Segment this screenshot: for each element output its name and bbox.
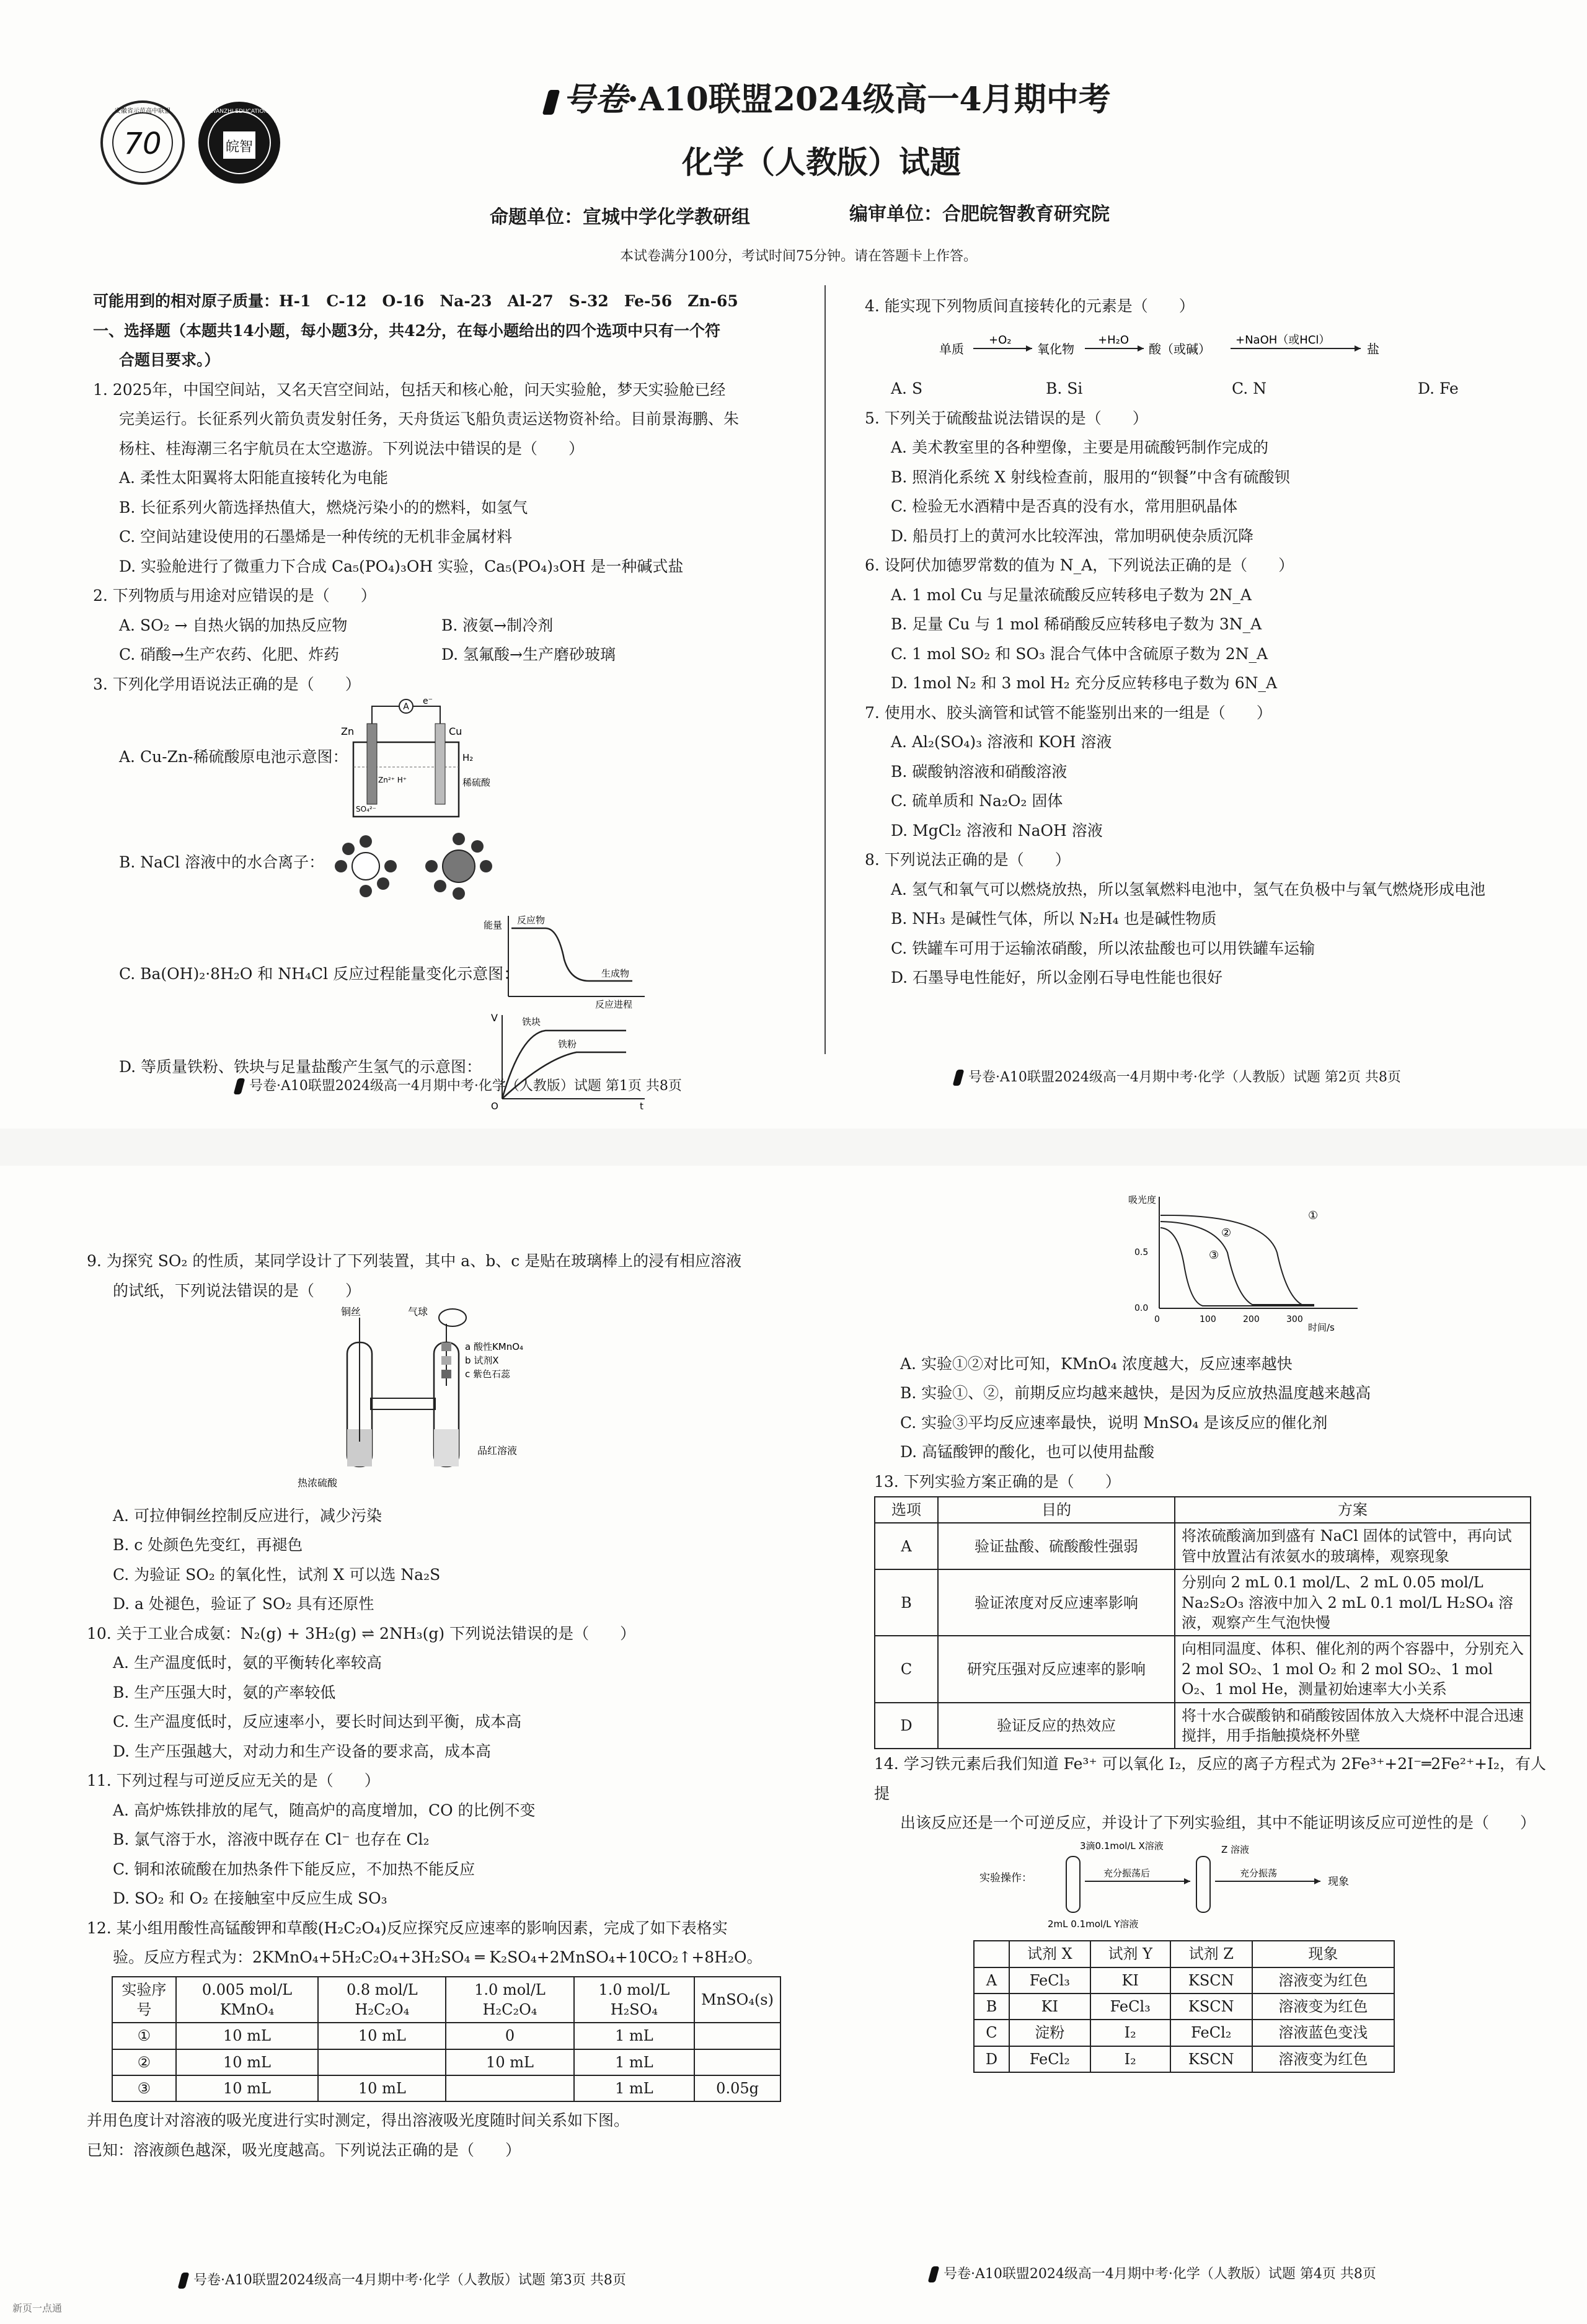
paper-b-label: b 试剂X xyxy=(465,1355,499,1366)
table-cell: A xyxy=(875,1523,938,1569)
q11-option-a: A. 高炉炼铁排放的尾气，随高炉的高度增加，CO 的比例不变 xyxy=(113,1801,536,1819)
table-cell: KI xyxy=(1090,1967,1170,1994)
table-cell: 1 mL xyxy=(574,2023,695,2049)
question-5 xyxy=(865,404,1547,551)
question-3 xyxy=(93,670,806,1115)
brand-mark-icon xyxy=(953,1070,965,1086)
q13-stem: 13. 下列实验方案正确的是（ ） xyxy=(874,1472,1121,1491)
table-cell: ② xyxy=(112,2049,176,2075)
table-cell: 1 mL xyxy=(574,2075,695,2101)
table-cell: KSCN xyxy=(1170,1994,1252,2020)
q1-option-b: B. 长征系列火箭选择热值大，燃烧污染小的的燃料，如氢气 xyxy=(119,498,528,517)
y-tick: 0.0 xyxy=(1134,1303,1149,1313)
x-tick: 300 xyxy=(1286,1315,1303,1324)
table-cell: 0.05g xyxy=(694,2075,780,2101)
q7-option-b: B. 碳酸钠溶液和硝酸溶液 xyxy=(891,762,1068,781)
balloon-label: 气球 xyxy=(408,1306,428,1318)
q12-option-a: A. 实验①②对比可知，KMnO₄ 浓度越大，反应速率越快 xyxy=(900,1354,1293,1373)
table-header: 0.8 mol/L H₂C₂O₄ xyxy=(318,1977,446,2023)
q12-option-d: D. 高锰酸钾的酸化，也可以使用盐酸 xyxy=(900,1443,1155,1461)
q3-option-d: D. 等质量铁粉、铁块与足量盐酸产生氢气的示意图： xyxy=(119,1058,482,1076)
section1-heading: 一、选择题（本题共14小题，每小题3分，共42分，在每小题给出的四个选项中只有一个符 xyxy=(93,321,720,340)
brand-mark-icon xyxy=(234,1078,245,1094)
volume-axis-label: V xyxy=(491,1012,498,1024)
table-header: 现象 xyxy=(1252,1941,1394,1967)
time-axis-label: 时间/s xyxy=(1308,1322,1335,1333)
question-10 xyxy=(87,1619,812,1767)
absorbance-axis-label: 吸光度 xyxy=(1128,1194,1157,1205)
q7-option-c: C. 硫单质和 Na₂O₂ 固体 xyxy=(891,792,1063,810)
column-divider xyxy=(824,285,826,1054)
q14-stem-2: 出该反应还是一个可逆反应，并设计了下列实验组，其中不能证明该反应可逆性的是（ ） xyxy=(900,1814,1536,1832)
brand-mark-icon xyxy=(178,2273,190,2289)
table-header: 试剂 Z xyxy=(1170,1941,1252,1967)
q1-stem-2: 完美运行。长征系列火箭负责发射任务，天舟货运飞船负责运送物资补给。目前景海鹏、朱 xyxy=(119,410,740,428)
table-cell: 验证浓度对反应速率影响 xyxy=(938,1569,1175,1636)
table-cell: 将浓硫酸滴加到盛有 NaCl 固体的试管中，再向试管中放置沾有浓氨水的玻璃棒，观察现象 xyxy=(1175,1523,1531,1569)
conversion-chain xyxy=(939,321,1497,365)
q3-d-row xyxy=(93,1009,806,1114)
q5-option-d: D. 船员打上的黄河水比较浑浊，常加明矾使杂质沉降 xyxy=(891,526,1254,545)
q4-option-a: A. S xyxy=(891,379,923,397)
table-cell: D xyxy=(974,2046,1009,2072)
sheet-pages-3-4 xyxy=(0,1166,1587,2324)
table-cell: 溶液蓝色变浅 xyxy=(1252,2020,1394,2046)
table-cell: 10 mL xyxy=(446,2049,573,2075)
table-row xyxy=(112,2049,780,2075)
table-cell: KSCN xyxy=(1170,2046,1252,2072)
table-row xyxy=(875,1636,1531,1702)
table-cell: 溶液变为红色 xyxy=(1252,1967,1394,1994)
q14-table xyxy=(973,1940,1395,2073)
energy-diagram xyxy=(477,910,663,1009)
table-cell: 10 mL xyxy=(318,2023,446,2049)
q12-option-c: C. 实验③平均反应速率最快，说明 MnSO₄ 是该反应的催化剂 xyxy=(900,1413,1328,1432)
q8-stem: 8. 下列说法正确的是（ ） xyxy=(865,851,1071,869)
q1-stem-3: 杨柱、桂海潮三名宇航员在太空遨游。下列说法中错误的是（ ） xyxy=(119,439,585,458)
wanzhi-logo xyxy=(196,99,283,186)
q4-option-c: C. N xyxy=(1232,379,1267,397)
q2-option-b: B. 液氨→制冷剂 xyxy=(441,616,554,634)
table-cell: D xyxy=(875,1703,938,1749)
page2-footer: 号卷·A10联盟2024级高一4月期中考·化学（人教版）试题 第2页 共8页 xyxy=(955,1067,1401,1086)
q3-stem: 3. 下列化学用语说法正确的是（ ） xyxy=(93,675,361,693)
hydrated-cation xyxy=(335,835,397,897)
table-header-row xyxy=(112,1977,780,2023)
table-cell: 10 mL xyxy=(318,2075,446,2101)
conc-acid-label: 热浓硫酸 xyxy=(298,1477,338,1489)
table-cell: I₂ xyxy=(1090,2020,1170,2046)
table-row xyxy=(112,2075,780,2101)
proposer: 命题单位：宣城中学化学教研组 xyxy=(490,206,750,228)
table-cell: C xyxy=(974,2020,1009,2046)
reagent-y-label: 2mL 0.1mol/L Y溶液 xyxy=(1048,1918,1139,1930)
q14-stem: 14. 学习铁元素后我们知道 Fe³⁺ 可以氧化 I₂，反应的离子方程式为 2Fe³⁺+2I⁻═2Fe²⁺+I₂，有人提 xyxy=(874,1755,1546,1803)
table-cell: 分别向 2 mL 0.1 mol/L、2 mL 0.05 mol/L Na₂S₂O₃ 溶液中加入 2 mL 0.1 mol/L H₂SO₄ 溶液，观察产生气泡快慢 xyxy=(1175,1569,1531,1636)
table-header: 试剂 Y xyxy=(1090,1941,1170,1967)
x-tick: 0 xyxy=(1154,1315,1160,1324)
table-cell: FeCl₃ xyxy=(1090,1994,1170,2020)
exam-title: 号卷·A10联盟2024级高一4月期中考 xyxy=(546,73,1111,120)
ammeter-label: A xyxy=(403,702,409,712)
atomic-masses: 可能用到的相对原子质量：H-1 C-12 O-16 Na-23 Al-27 S-32 Fe-56 Zn-65 xyxy=(93,292,738,310)
q3-a-row xyxy=(93,699,806,823)
energy-axis-label: 能量 xyxy=(484,920,503,931)
y-tick: 0.5 xyxy=(1134,1248,1149,1257)
chain-acid: 酸（或碱） xyxy=(1149,341,1211,357)
table-row xyxy=(974,1967,1394,1994)
question-14 xyxy=(874,1749,1556,2073)
chain-step-3: +NaOH（或HCl） xyxy=(1236,333,1330,347)
q3-option-a: A. Cu-Zn-稀硫酸原电池示意图： xyxy=(119,748,348,766)
q7-stem: 7. 使用水、胶头滴管和试管不能鉴别出来的一组是（ ） xyxy=(865,703,1272,722)
q9-option-c: C. 为验证 SO₂ 的氧化性，试剂 X 可以选 Na₂S xyxy=(113,1565,441,1584)
q5-stem: 5. 下列关于硫酸盐说法错误的是（ ） xyxy=(865,409,1148,427)
q1-option-c: C. 空间站建设使用的石墨烯是一种传统的无机非金属材料 xyxy=(119,528,513,546)
table-cell: FeCl₃ xyxy=(1009,1967,1090,1994)
q9-option-d: D. a 处褪色，验证了 SO₂ 具有还原性 xyxy=(113,1595,374,1613)
table-header xyxy=(974,1941,1009,1967)
table-cell: 0 xyxy=(446,2023,573,2049)
page4-column xyxy=(874,1191,1556,2073)
table-cell: FeCl₂ xyxy=(1009,2046,1090,2072)
table-row xyxy=(974,2046,1394,2072)
chain-step-1: +O₂ xyxy=(989,333,1012,347)
table-row xyxy=(875,1523,1531,1569)
q6-stem: 6. 设阿伏加德罗常数的值为 N_A，下列说法正确的是（ ） xyxy=(865,556,1294,574)
table-header: 1.0 mol/L H₂SO₄ xyxy=(574,1977,695,2023)
table-cell xyxy=(318,2049,446,2075)
experiment-operation-diagram xyxy=(979,1838,1475,1931)
q5-option-c: C. 检验无水酒精中是否真的没有水，常用胆矾晶体 xyxy=(891,497,1238,515)
question-9 xyxy=(87,1246,812,1619)
q10-option-c: C. 生产温度低时，反应速率小，要长时间达到平衡，成本高 xyxy=(113,1713,522,1731)
product-label: 生成物 xyxy=(601,968,630,979)
q4-stem: 4. 能实现下列物质间直接转化的元素是（ ） xyxy=(865,297,1195,315)
cu-label: Cu xyxy=(449,725,462,737)
galvanic-cell-diagram xyxy=(316,699,502,823)
page3-column xyxy=(87,1246,812,2165)
wanzhi-logo-badge: 皖智 xyxy=(225,140,254,155)
brand-mark-icon xyxy=(928,2266,940,2282)
table-header: 1.0 mol/L H₂C₂O₄ xyxy=(446,1977,573,2023)
table-row xyxy=(974,1994,1394,2020)
reviewer: 编审单位：合肥皖智教育研究院 xyxy=(849,203,1110,225)
zn-label: Zn xyxy=(341,725,355,737)
x-tick: 200 xyxy=(1243,1315,1260,1324)
so2-apparatus xyxy=(273,1305,620,1491)
q1-stem: 1. 2025年，中国空间站，又名天宫空间站，包括天和核心舱，问天实验舱，梦天实验舱已经 xyxy=(93,380,726,399)
table-row xyxy=(112,2023,780,2049)
table-header-row xyxy=(974,1941,1394,1967)
time-axis-label: t xyxy=(640,1101,643,1112)
q11-option-c: C. 铜和浓硫酸在加热条件下能反应，不加热不能反应 xyxy=(113,1860,475,1878)
table-row xyxy=(875,1703,1531,1749)
exam-subtitle: 化学（人教版）试题 xyxy=(682,144,961,180)
page1-column xyxy=(93,286,806,1114)
paper-a-label: a 酸性KMnO₄ xyxy=(465,1341,524,1352)
q11-option-b: B. 氯气溶于水，溶液中既存在 Cl⁻ 也存在 Cl₂ xyxy=(113,1830,430,1848)
table-header: 方案 xyxy=(1175,1497,1531,1523)
question-2 xyxy=(93,581,806,670)
q11-option-d: D. SO₂ 和 O₂ 在接触室中反应生成 SO₃ xyxy=(113,1889,387,1907)
table-cell: 验证盐酸、硫酸酸性强弱 xyxy=(938,1523,1175,1569)
reagent-x-label: 3滴0.1mol/L X溶液 xyxy=(1080,1840,1164,1852)
q9-stem: 9. 为探究 SO₂ 的性质，某同学设计了下列装置，其中 a、b、c 是贴在玻璃棒上的浸有相应溶液 xyxy=(87,1252,742,1270)
table-row xyxy=(974,2020,1394,2046)
q6-option-d: D. 1mol N₂ 和 3 mol H₂ 充分反应转移电子数为 6N_A xyxy=(891,674,1278,692)
table-cell xyxy=(694,2023,780,2049)
page4-footer: 号卷·A10联盟2024级高一4月期中考·化学（人教版）试题 第4页 共8页 xyxy=(930,2263,1376,2282)
acid-label: 稀硫酸 xyxy=(462,777,491,788)
chain-element: 单质 xyxy=(939,341,964,357)
q10-stem: 10. 关于工业合成氨：N₂(g) + 3H₂(g) ⇌ 2NH₃(g) 下列说法错误的是（ ） xyxy=(87,1624,636,1643)
q10-option-d: D. 生产压强越大，对动力和生产设备的要求高，成本高 xyxy=(113,1742,492,1760)
chain-oxide: 氧化物 xyxy=(1037,341,1074,357)
q11-stem: 11. 下列过程与可逆反应无关的是（ ） xyxy=(87,1772,380,1790)
ion-label: SO₄²⁻ xyxy=(356,805,377,814)
magenta-solution-label: 品红溶液 xyxy=(477,1445,518,1457)
table-cell: 研究压强对反应速率的影响 xyxy=(938,1636,1175,1702)
q8-option-a: A. 氢气和氧气可以燃烧放热，所以氢氧燃料电池中，氢气在负极中与氧气燃烧形成电池 xyxy=(891,880,1485,898)
reagent-z-label: Z 溶液 xyxy=(1221,1843,1250,1855)
table-cell: 10 mL xyxy=(176,2075,319,2101)
page2-column xyxy=(865,291,1547,993)
q3-c-row xyxy=(93,910,806,1009)
q2-option-d: D. 氢氟酸→生产磨砂玻璃 xyxy=(441,645,616,663)
question-12 xyxy=(87,1914,812,2165)
table-cell: 向相同温度、体积、催化剂的两个容器中，分别充入 2 mol SO₂、1 mol O₂ 和 2 mol SO₂、1 mol O₂、1 mol He，测量初始速率大小关系 xyxy=(1175,1636,1531,1702)
q1-option-a: A. 柔性太阳翼将太阳能直接转化为电能 xyxy=(119,469,388,487)
q2-option-c: C. 硝酸→生产农药、化肥、炸药 xyxy=(119,645,340,663)
table-cell: C xyxy=(875,1636,938,1702)
table-header: MnSO₄(s) xyxy=(694,1977,780,2023)
question-7 xyxy=(865,698,1547,846)
table-cell: 淀粉 xyxy=(1009,2020,1090,2046)
q10-option-b: B. 生产压强大时，氨的产率较低 xyxy=(113,1683,336,1701)
table-cell: ① xyxy=(112,2023,176,2049)
svg-text:70: 70 xyxy=(123,126,162,161)
q12-option-b: B. 实验①、②，前期反应均越来越快，是因为反应放热温度越来越高 xyxy=(900,1384,1371,1402)
rate-diagram xyxy=(477,1009,663,1114)
iron-block-label: 铁块 xyxy=(522,1016,541,1027)
chain-salt: 盐 xyxy=(1367,341,1379,357)
iron-powder-label: 铁粉 xyxy=(558,1039,577,1050)
exam-title-text: A10联盟2024级高一4月期中考 xyxy=(639,81,1111,118)
q4-option-b: B. Si xyxy=(1046,379,1083,397)
table-cell: 验证反应的热效应 xyxy=(938,1703,1175,1749)
q12-stem: 12. 某小组用酸性高锰酸钾和草酸(H₂C₂O₄)反应探究反应速率的影响因素，完成了如下表格实 xyxy=(87,1918,728,1937)
h2-label: H₂ xyxy=(462,752,474,763)
table-header-row xyxy=(875,1497,1531,1523)
q12-after-text: 并用色度计对溶液的吸光度进行实时测定，得出溶液吸光度随时间关系如下图。 xyxy=(87,2111,630,2130)
question-6 xyxy=(865,551,1547,698)
reactant-label: 反应物 xyxy=(517,915,546,926)
q2-stem: 2. 下列物质与用途对应错误的是（ ） xyxy=(93,587,376,605)
table-cell: FeCl₂ xyxy=(1170,2020,1252,2046)
curve-2-label: ② xyxy=(1221,1226,1232,1240)
q9-option-b: B. c 处颜色先变红，再褪色 xyxy=(113,1536,303,1554)
curve-1-label: ① xyxy=(1308,1209,1319,1222)
table-cell: 1 mL xyxy=(574,2049,695,2075)
section1-heading-cont: 合题目要求。） xyxy=(119,351,220,369)
curve-3-label: ③ xyxy=(1209,1249,1219,1262)
q8-option-d: D. 石墨导电性能好，所以金刚石导电性能也很好 xyxy=(891,969,1223,987)
brand-mark-icon xyxy=(542,90,560,115)
table-header: 试剂 X xyxy=(1009,1941,1090,1967)
page3-footer: 号卷·A10联盟2024级高一4月期中考·化学（人教版）试题 第3页 共8页 xyxy=(180,2269,626,2289)
q12-equation: 验。反应方程式为：2KMnO₄+5H₂C₂O₄+3H₂SO₄ ═ K₂SO₄+2MnSO₄+10CO₂↑+8H₂O。 xyxy=(113,1948,763,1966)
sheet-pages-1-2 xyxy=(0,0,1587,1129)
x-tick: 100 xyxy=(1200,1315,1216,1324)
table-cell: 10 mL xyxy=(176,2049,319,2075)
q5-option-b: B. 照消化系统 X 射线检查前，服用的“钡餐”中含有硫酸钡 xyxy=(891,468,1290,486)
ion-label-2: Zn²⁺ H⁺ xyxy=(378,776,407,784)
q13-table xyxy=(874,1496,1531,1749)
q1-option-d: D. 实验舱进行了微重力下合成 Ca₅(PO₄)₃OH 实验，Ca₅(PO₄)₃OH 是一种碱式盐 xyxy=(119,557,684,575)
table-cell: I₂ xyxy=(1090,2046,1170,2072)
table-cell: 溶液变为红色 xyxy=(1252,1994,1394,2020)
table-cell: A xyxy=(974,1967,1009,1994)
q12-table xyxy=(112,1976,781,2103)
question-11 xyxy=(87,1766,812,1914)
q6-option-c: C. 1 mol SO₂ 和 SO₃ 混合气体中含硫原子数为 2N_A xyxy=(891,644,1268,663)
question-4 xyxy=(865,291,1547,404)
q10-option-a: A. 生产温度低时，氨的平衡转化率较高 xyxy=(113,1654,382,1672)
q7-option-d: D. MgCl₂ 溶液和 NaOH 溶液 xyxy=(891,821,1103,840)
table-cell: KI xyxy=(1009,1994,1090,2020)
table-header: 选项 xyxy=(875,1497,938,1523)
absorbance-chart xyxy=(1122,1191,1382,1339)
q3-b-row xyxy=(93,823,806,910)
alliance-logo-text: 安徽省示范高中联盟 xyxy=(115,108,170,115)
shake-label-1: 充分振荡后 xyxy=(1103,1867,1151,1879)
table-cell: ③ xyxy=(112,2075,176,2101)
phenomenon-label: 现象 xyxy=(1328,1875,1349,1888)
table-cell: 将十水合碳酸钠和硝酸铵固体放入大烧杯中混合迅速搅拌，用手指触摸烧杯外壁 xyxy=(1175,1703,1531,1749)
table-cell xyxy=(694,2049,780,2075)
origin-label: O xyxy=(491,1101,498,1112)
table-cell xyxy=(446,2075,573,2101)
copper-wire-label: 铜丝 xyxy=(341,1306,361,1318)
alliance-logo xyxy=(99,99,186,186)
question-13 xyxy=(874,1467,1556,1750)
shake-label-2: 充分振荡 xyxy=(1240,1867,1278,1879)
q9-stem-2: 的试纸，下列说法错误的是（ ） xyxy=(113,1281,361,1300)
q9-option-a: A. 可拉伸铜丝控制反应进行，减少污染 xyxy=(113,1506,382,1525)
chain-step-2: +H₂O xyxy=(1098,333,1129,347)
q3-option-b: B. NaCl 溶液中的水合离子： xyxy=(119,853,325,871)
question-1 xyxy=(93,375,806,582)
q7-option-a: A. Al₂(SO₄)₃ 溶液和 KOH 溶液 xyxy=(891,733,1112,751)
q6-option-a: A. 1 mol Cu 与足量浓硫酸反应转移电子数为 2N_A xyxy=(891,585,1252,604)
page1-footer: 号卷·A10联盟2024级高一4月期中考·化学（人教版）试题 第1页 共8页 xyxy=(236,1075,682,1094)
table-cell: B xyxy=(875,1569,938,1636)
progress-axis-label: 反应进程 xyxy=(595,999,633,1009)
paper-c-label: c 紫色石蕊 xyxy=(465,1368,511,1380)
table-header: 目的 xyxy=(938,1497,1175,1523)
table-cell: 溶液变为红色 xyxy=(1252,2046,1394,2072)
q3-option-c: C. Ba(OH)₂·8H₂O 和 NH₄Cl 反应过程能量变化示意图： xyxy=(119,965,519,983)
q8-option-b: B. NH₃ 是碱性气体，所以 N₂H₄ 也是碱性物质 xyxy=(891,910,1217,928)
operation-label: 实验操作： xyxy=(979,1871,1032,1884)
q6-option-b: B. 足量 Cu 与 1 mol 稀硝酸反应转移电子数为 3N_A xyxy=(891,615,1262,633)
electron-label: e⁻ xyxy=(423,699,433,706)
question-8 xyxy=(865,845,1547,993)
exam-note: 本试卷满分100分，考试时间75分钟。请在答题卡上作答。 xyxy=(620,249,977,264)
table-cell: KSCN xyxy=(1170,1967,1252,1994)
q12-after-text-2: 已知：溶液颜色越深，吸光度越高。下列说法正确的是（ ） xyxy=(87,2140,521,2159)
q8-option-c: C. 铁罐车可用于运输浓硝酸，所以浓盐酸也可以用铁罐车运输 xyxy=(891,939,1315,957)
table-row xyxy=(875,1569,1531,1636)
table-header: 0.005 mol/L KMnO₄ xyxy=(176,1977,319,2023)
corner-note: 新页一点通 xyxy=(12,2302,63,2314)
q2-option-a: A. SO₂ → 自热火锅的加热反应物 xyxy=(119,616,348,634)
hydrated-anion xyxy=(425,833,492,900)
table-cell: B xyxy=(974,1994,1009,2020)
hydrated-ions-diagram xyxy=(316,823,515,910)
table-header: 实验序号 xyxy=(112,1977,176,2023)
q4-option-d: D. Fe xyxy=(1418,379,1459,397)
wanzhi-logo-text: WANZHI EDUCATION xyxy=(210,109,268,115)
table-cell: 10 mL xyxy=(176,2023,319,2049)
q5-option-a: A. 美术教室里的各种塑像，主要是用硫酸钙制作完成的 xyxy=(891,438,1268,456)
